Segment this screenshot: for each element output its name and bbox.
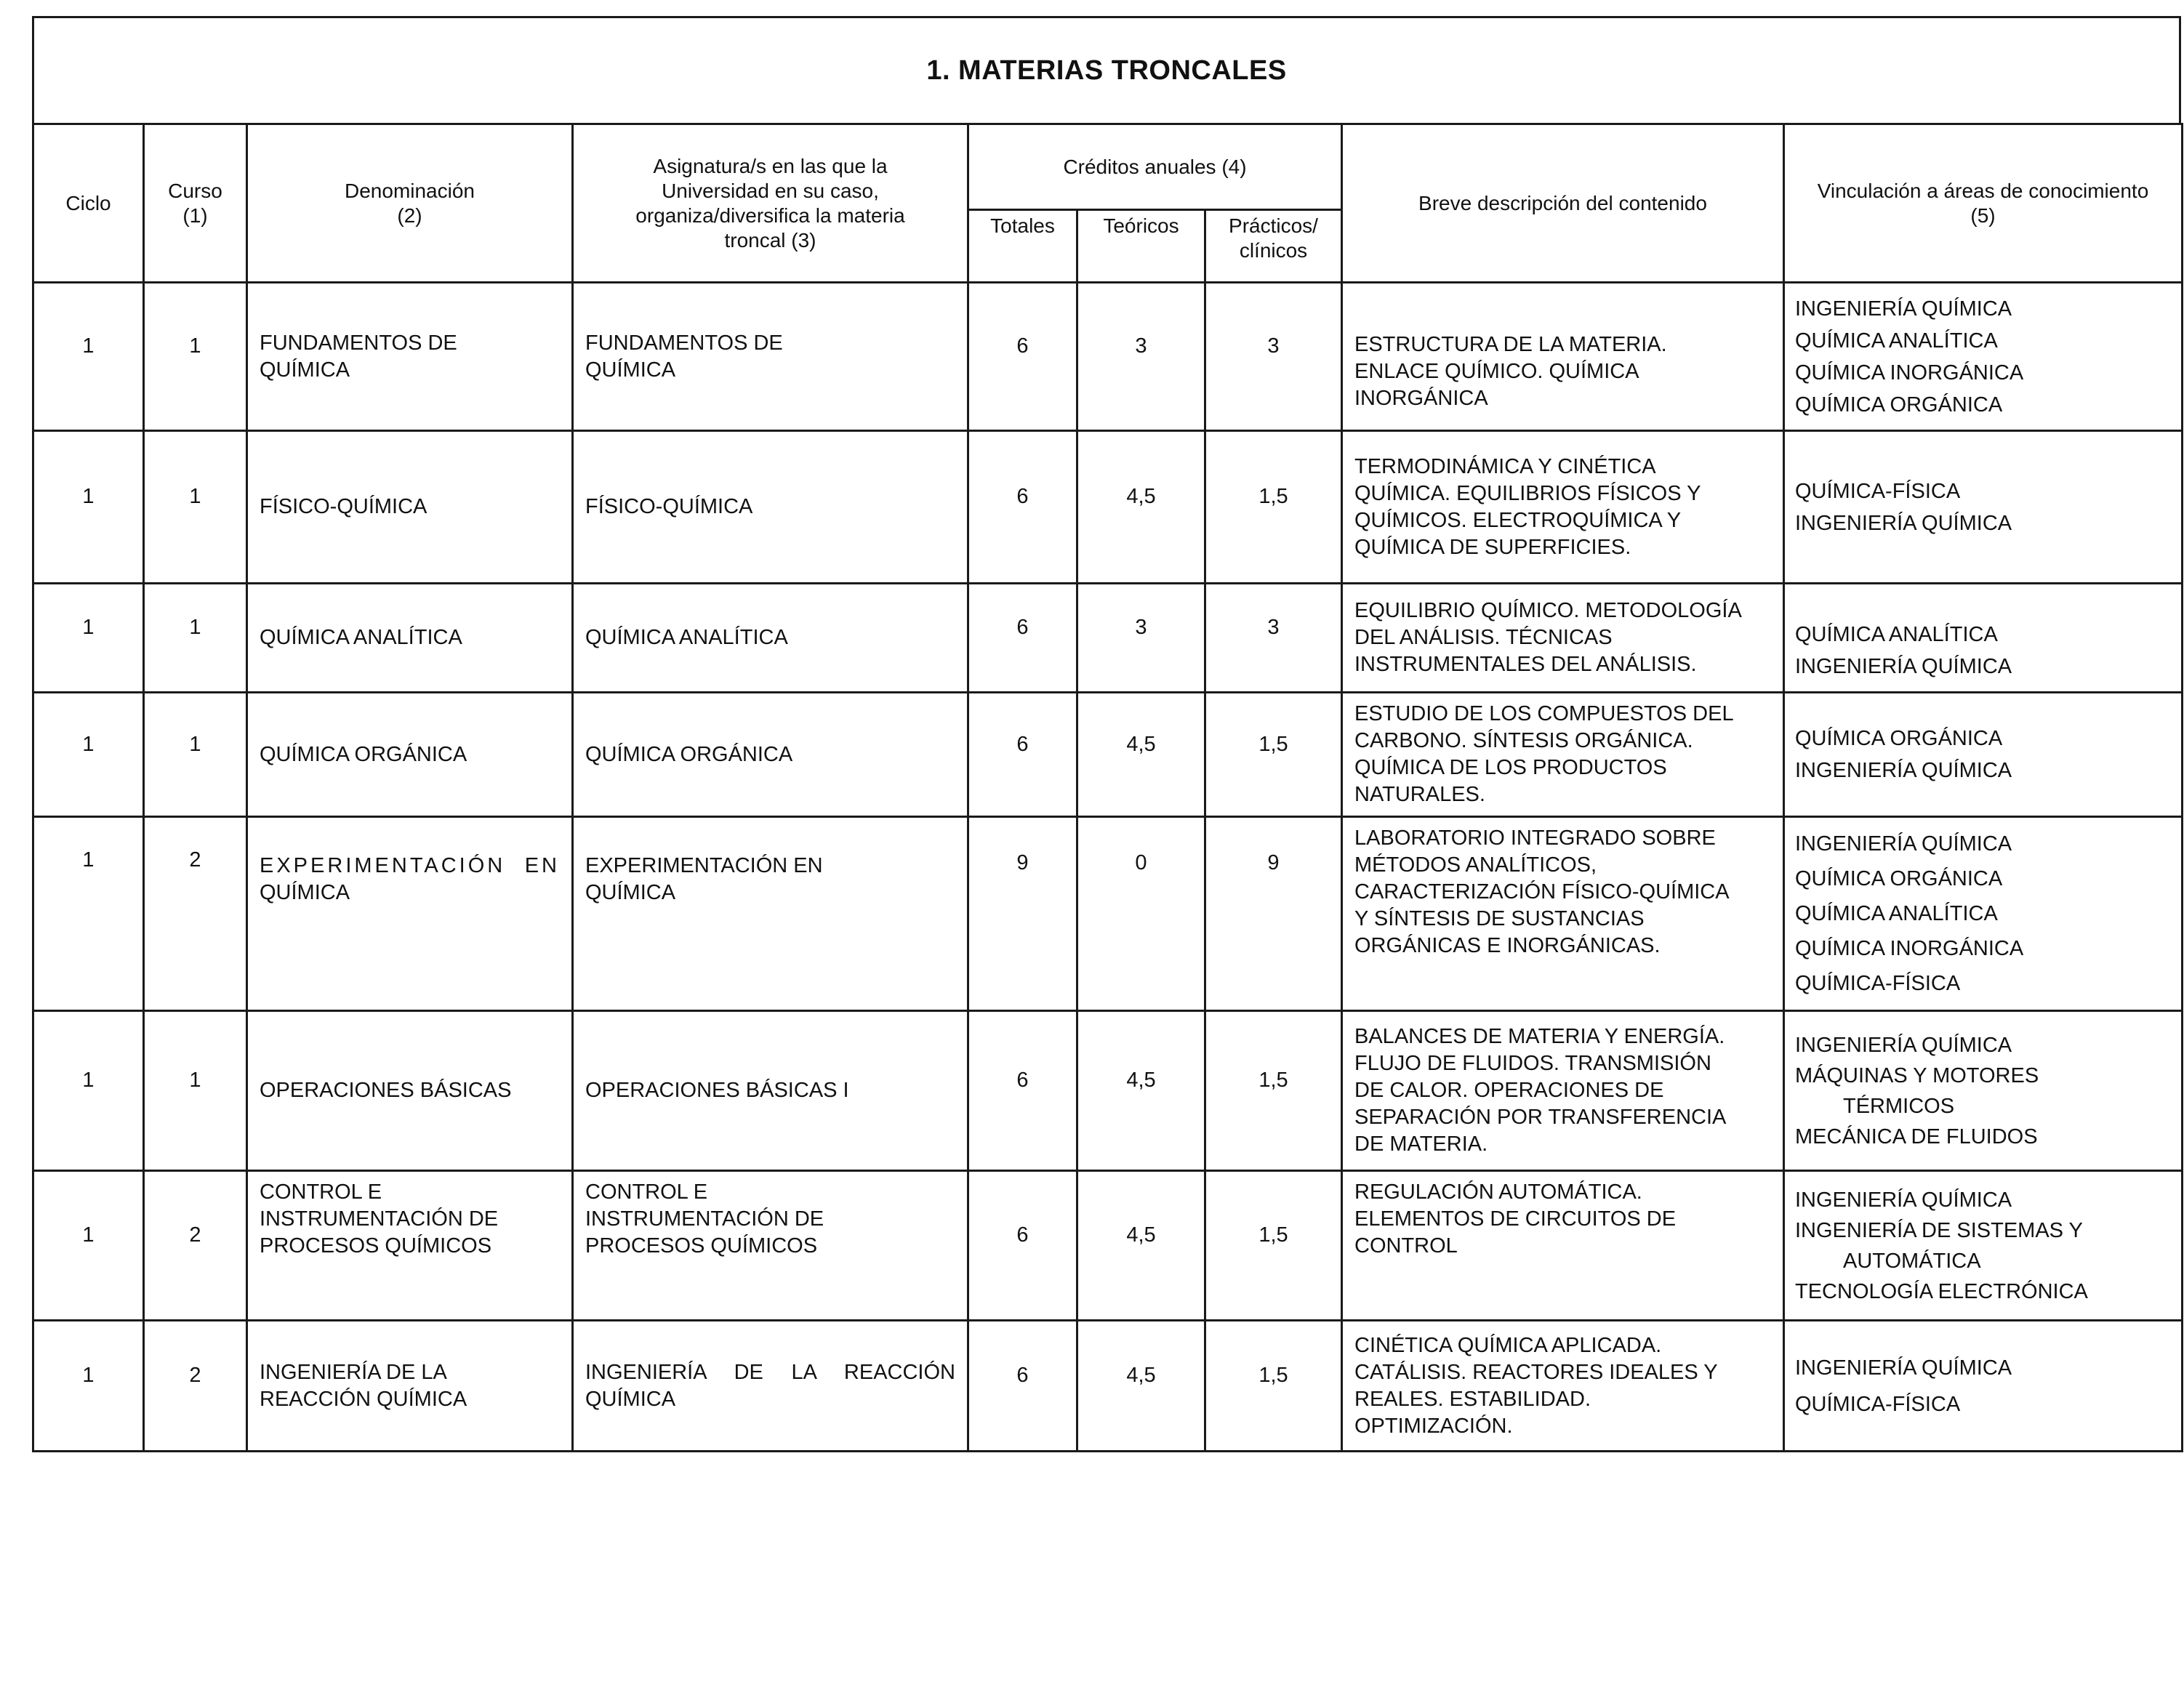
cell-ciclo: 1 [33,693,144,817]
header-ciclo: Ciclo [33,124,144,283]
cell-totales: 6 [968,431,1077,584]
table-row [33,431,2183,584]
cell-denominacion: FÍSICO-QUÍMICA [247,431,573,584]
cell-areas: QUÍMICA ORGÁNICA INGENIERÍA QUÍMICA [1784,693,2183,817]
cell-descripcion: LABORATORIO INTEGRADO SOBRE MÉTODOS ANALÍTICOS, CARACTERIZACIÓN FÍSICO-QUÍMICA Y SÍNTESIS DE SUSTANCIAS ORGÁNICAS E INORGÁNICAS. [1342,817,1784,1011]
cell-descripcion: ESTRUCTURA DE LA MATERIA. ENLACE QUÍMICO. QUÍMICA INORGÁNICA [1342,283,1784,431]
table-row [33,283,2183,431]
cell-practicos: 3 [1205,283,1342,431]
cell-asignatura: OPERACIONES BÁSICAS I [573,1011,968,1171]
cell-denominacion: EXPERIMENTACIÓN EN QUÍMICA [247,817,573,1011]
cell-areas: INGENIERÍA QUÍMICA INGENIERÍA DE SISTEMAS Y AUTOMÁTICA TECNOLOGÍA ELECTRÓNICA [1784,1171,2183,1321]
table-row [33,1011,2183,1171]
cell-teoricos: 4,5 [1077,1011,1205,1171]
header-row-1 [33,124,2183,210]
header-asignatura: Asignatura/s en las que la Universidad en su caso, organiza/diversifica la materia troncal (3) [573,124,968,283]
cell-ciclo: 1 [33,1011,144,1171]
cell-areas: INGENIERÍA QUÍMICA QUÍMICA ANALÍTICA QUÍMICA INORGÁNICA QUÍMICA ORGÁNICA [1784,283,2183,431]
cell-denominacion: INGENIERÍA DE LA REACCIÓN QUÍMICA [247,1321,573,1452]
cell-teoricos: 4,5 [1077,431,1205,584]
cell-teoricos: 4,5 [1077,693,1205,817]
cell-ciclo: 1 [33,817,144,1011]
header-teoricos: Teóricos [1077,210,1205,283]
cell-ciclo: 1 [33,431,144,584]
cell-descripcion: EQUILIBRIO QUÍMICO. METODOLOGÍA DEL ANÁLISIS. TÉCNICAS INSTRUMENTALES DEL ANÁLISIS. [1342,584,1784,693]
page-title: 1. MATERIAS TRONCALES [32,16,2181,123]
cell-asignatura: EXPERIMENTACIÓN EN QUÍMICA [573,817,968,1011]
cell-ciclo: 1 [33,1321,144,1452]
table-row [33,817,2183,1011]
cell-curso: 1 [144,431,247,584]
header-descripcion: Breve descripción del contenido [1342,124,1784,283]
cell-areas: INGENIERÍA QUÍMICA QUÍMICA ORGÁNICA QUÍMICA ANALÍTICA QUÍMICA INORGÁNICA QUÍMICA-FÍSICA [1784,817,2183,1011]
cell-practicos: 1,5 [1205,1321,1342,1452]
header-totales: Totales [968,210,1077,283]
cell-teoricos: 3 [1077,283,1205,431]
cell-practicos: 3 [1205,584,1342,693]
cell-practicos: 1,5 [1205,1011,1342,1171]
cell-teoricos: 0 [1077,817,1205,1011]
header-curso: Curso (1) [144,124,247,283]
cell-totales: 9 [968,817,1077,1011]
cell-descripcion: CINÉTICA QUÍMICA APLICADA. CATÁLISIS. REACTORES IDEALES Y REALES. ESTABILIDAD. OPTIMIZACIÓN. [1342,1321,1784,1452]
header-denominacion: Denominación (2) [247,124,573,283]
cell-asignatura: QUÍMICA ORGÁNICA [573,693,968,817]
cell-curso: 1 [144,283,247,431]
cell-totales: 6 [968,693,1077,817]
cell-asignatura: QUÍMICA ANALÍTICA [573,584,968,693]
cell-curso: 2 [144,1171,247,1321]
cell-curso: 1 [144,693,247,817]
cell-areas: INGENIERÍA QUÍMICA MÁQUINAS Y MOTORES TÉRMICOS MECÁNICA DE FLUIDOS [1784,1011,2183,1171]
cell-descripcion: REGULACIÓN AUTOMÁTICA. ELEMENTOS DE CIRCUITOS DE CONTROL [1342,1171,1784,1321]
cell-ciclo: 1 [33,1171,144,1321]
cell-practicos: 1,5 [1205,1171,1342,1321]
table-row [33,693,2183,817]
cell-denominacion: QUÍMICA ANALÍTICA [247,584,573,693]
cell-totales: 6 [968,1011,1077,1171]
table-row [33,1321,2183,1452]
cell-totales: 6 [968,1321,1077,1452]
header-vinculacion: Vinculación a áreas de conocimiento (5) [1784,124,2183,283]
cell-ciclo: 1 [33,584,144,693]
cell-totales: 6 [968,1171,1077,1321]
cell-teoricos: 3 [1077,584,1205,693]
cell-ciclo: 1 [33,283,144,431]
cell-curso: 2 [144,817,247,1011]
header-practicos: Prácticos/ clínicos [1205,210,1342,283]
cell-totales: 6 [968,283,1077,431]
cell-teoricos: 4,5 [1077,1321,1205,1452]
materias-table [32,123,2183,1452]
cell-practicos: 1,5 [1205,431,1342,584]
document-sheet [32,16,2181,1452]
cell-curso: 1 [144,584,247,693]
cell-descripcion: ESTUDIO DE LOS COMPUESTOS DEL CARBONO. SÍNTESIS ORGÁNICA. QUÍMICA DE LOS PRODUCTOS NATURALES. [1342,693,1784,817]
cell-denominacion: CONTROL E INSTRUMENTACIÓN DE PROCESOS QUÍMICOS [247,1171,573,1321]
cell-curso: 1 [144,1011,247,1171]
cell-asignatura: FÍSICO-QUÍMICA [573,431,968,584]
cell-denominacion: FUNDAMENTOS DE QUÍMICA [247,283,573,431]
cell-teoricos: 4,5 [1077,1171,1205,1321]
cell-areas: INGENIERÍA QUÍMICA QUÍMICA-FÍSICA [1784,1321,2183,1452]
cell-asignatura: FUNDAMENTOS DE QUÍMICA [573,283,968,431]
cell-denominacion: QUÍMICA ORGÁNICA [247,693,573,817]
header-creditos: Créditos anuales (4) [968,124,1342,210]
cell-practicos: 9 [1205,817,1342,1011]
table-row [33,1171,2183,1321]
cell-asignatura: INGENIERÍA DE LA REACCIÓN QUÍMICA [573,1321,968,1452]
cell-curso: 2 [144,1321,247,1452]
cell-totales: 6 [968,584,1077,693]
cell-descripcion: BALANCES DE MATERIA Y ENERGÍA. FLUJO DE FLUIDOS. TRANSMISIÓN DE CALOR. OPERACIONES DE SEPARACIÓN POR TRANSFERENCIA DE MATERIA. [1342,1011,1784,1171]
cell-practicos: 1,5 [1205,693,1342,817]
cell-descripcion: TERMODINÁMICA Y CINÉTICA QUÍMICA. EQUILIBRIOS FÍSICOS Y QUÍMICOS. ELECTROQUÍMICA Y QUÍMICA DE SUPERFICIES. [1342,431,1784,584]
cell-denominacion: OPERACIONES BÁSICAS [247,1011,573,1171]
table-row [33,584,2183,693]
cell-asignatura: CONTROL E INSTRUMENTACIÓN DE PROCESOS QUÍMICOS [573,1171,968,1321]
cell-areas: QUÍMICA ANALÍTICA INGENIERÍA QUÍMICA [1784,584,2183,693]
cell-areas: QUÍMICA-FÍSICA INGENIERÍA QUÍMICA [1784,431,2183,584]
